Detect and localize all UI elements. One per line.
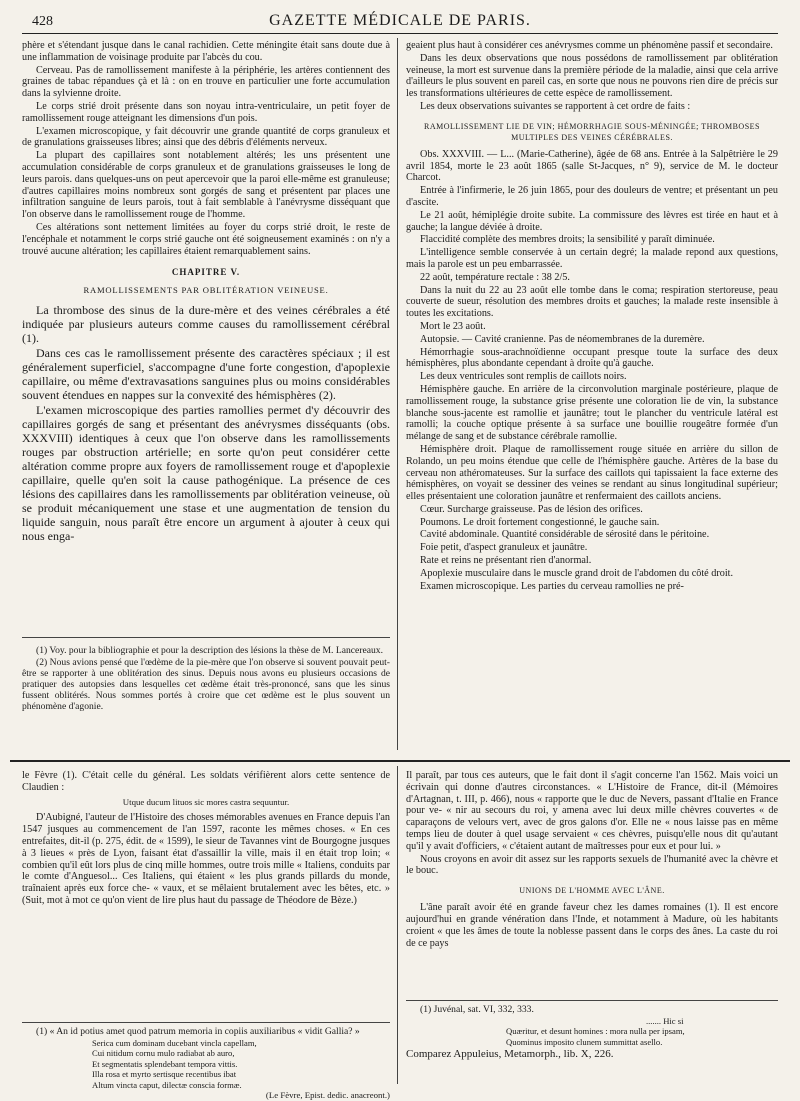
paragraph: geaient plus haut à considérer ces anévrysmes comme un phénomène passif et secondaire. (406, 40, 773, 51)
paragraph: L'examen microscopique, y fait découvrir une grande quantité de corps granuleux et de granulations graisseuses libres; ainsi que des débris d'éléments nerveux. (22, 125, 390, 149)
paragraph: Flaccidité complète des membres droits; la sensibilité y paraît diminuée. (420, 234, 715, 246)
paragraph: Entrée à l'infirmerie, le 26 juin 1865, pour des douleurs de ventre; et présentant un peu d'ascite. (406, 185, 778, 208)
paragraph: Dans ces cas le ramollissement présente des caractères spéciaux ; il est généralement superficiel, s'accompagne d'une forte congestion, d'apoplexie capillaire, ou même d'extravasations sanguines plus ou moins considérables souvent étendues en nappes sur la convexité des hémisphères (2). (22, 345, 390, 402)
footnote-verse (22, 1038, 390, 1090)
paragraph: Cerveau. Pas de ramollissement manifeste à la périphérie, les artères contiennent des graines de tabac répandues çà et là : on en trouve en particulier une forte accumulation dans la sylvienne droite. (22, 64, 390, 100)
paragraph: L'âne paraît avoir été en grande faveur chez les dames romaines (1). Il est encore aujourd'hui en grande vénération dans l'Inde, et notamment à Madure, où les habitants croient « que les âmes de toute la noblesse passent dans le corps des ânes. La caste du roi de ce pays (406, 902, 778, 949)
upper-left-footnotes (22, 645, 390, 745)
paragraph: Apoplexie musculaire dans le muscle grand droit de l'abdomen du côté droit. (420, 567, 734, 579)
lower-right-column (406, 770, 778, 998)
column-divider (397, 766, 398, 1084)
paragraph: Hémisphère gauche. En arrière de la circonvolution marginale postérieure, plaque de ramollissement rouge, la substance grise présente une coloration lie de vin, la substance blanche sous-jacente est ramollie et jaunâtre; tout le plancher du ventricule latéral est ramolli; la couche optique présente à sa surface une bouillie rougeâtre formée d'un mélange de sang et de substance cérébrale ramollie. (406, 383, 778, 443)
upper-right-column (406, 40, 778, 750)
paragraph: Hémorrhagie sous-arachnoïdienne occupant presque toute la surface des deux hémisphères, plus abondante cependant à droite qu'à gauche. (406, 346, 778, 370)
footnote-citation: (Le Fèvre, Epist. dedic. anacreont.) (265, 1090, 390, 1101)
footnote-rule (22, 637, 390, 638)
verse-line: Illa rosa et myrto sertisque recentibus ibat (92, 1069, 237, 1080)
paragraph: La plupart des capillaires sont notablement altérés; les uns présentent une accumulation considérable de corps granuleux et de granulations graisseuses le long de leurs parois. dans quelques-uns on peut apercevoir que la paroi elle-même est granuleuse; d'autres capillaires moins nombreux sont gorgés de sang et présentent par places une infiltration sanguine de leurs parois, tout à fait semblable à l'anévrysme disséquant que l'on observe dans le ramollissement rouge de l'homme. (22, 150, 390, 221)
chapter-body (22, 303, 390, 543)
paragraph: Examen microscopique. Les parties du cerveau ramollies ne pré- (420, 580, 684, 592)
paragraph: Mort le 23 août. (420, 320, 486, 332)
paragraph: Autopsie. — Cavité cranienne. Pas de néomembranes de la duremère. (420, 333, 705, 345)
lower-left-footnote (22, 1026, 390, 1101)
paragraph: Cavité abdominale. Quantité considérable de sérosité dans le péritoine. (420, 529, 710, 541)
section-heading: UNIONS DE L'HOMME AVEC L'ÂNE. (519, 886, 665, 896)
footnote-rule (406, 1000, 778, 1001)
footnote: (2) Nous avions pensé que l'œdème de la pie-mère que l'on observe si souvent pouvait peut-être se rapporter à une oblitération des sinus. Depuis nous avons eu plusieurs occasions de pratiquer des autopsies dans lesquelles cet œdème était très-prononcé, sans que les sinus fussent oblitérés. Nous sommes portés à croire que cet œdème est le plus souvent un phénomène d'agonie. (22, 657, 390, 712)
paragraph: Rate et reins ne présentant rien d'anormal. (420, 555, 592, 567)
footnote: (1) Juvénal, sat. VI, 332, 333. (420, 1004, 534, 1015)
verse-line: Serica cum dominam ducebant vincla capellam, (92, 1038, 257, 1048)
verse-line: Et segmentatis splendebant tempora vittis. (92, 1058, 238, 1069)
paragraph: D'Aubigné, l'auteur de l'Histoire des choses mémorables avenues en France depuis l'an 1547 jusques au commencement de l'an 1597, raconte les mêmes choses. « En ces entrefaites, dit-il (p. 275, édit. de « 1599), le sieur de Tavannes vint de Bourgogne jusques à 3 lieues « près de Lyon, faisant état d'assaillir la ville, mais il en était trop loin; « combien qu'il eût lors plus de cinq mille hommes, outre trois mille « Italiens, conduits par le comte d'Anguesol... Ces Italiens, qui étaient « les plus grands pillards du monde, traînaient après eux force che- « vaux, et se mêlaient brutalement avec les bêtes, etc. » (Suit, mot à mot ce qu'on vient de lire plus haut du passage de Théodore de Bèze.) (22, 812, 390, 906)
paragraph: L'examen microscopique des parties ramollies permet d'y découvrir des capillaires gorgés de sang et présentant des anévrysmes disséquants (obs. XXXVIII) identiques à ceux que l'on observe dans les ramollissements rouges par obstruction artérielle; en sorte qu'on peut considérer cette altération comme propre aux foyers de ramollissement rouge et d'apoplexie capillaire, quelle qu'en soit la cause pathogénique. La présence de ces lésions des capillaires dans les ramollissements par oblitération veineuse, où se produit mécaniquement une stase et une augmentation de tension du liquide sanguin, nous paraît être encore un argument à ajouter à ceux qui nous enga- (22, 402, 390, 543)
paragraph: Le 21 août, hémiplégie droite subite. La commissure des lèvres est tirée en haut et à gauche; la langue déviée à droite. (406, 209, 778, 233)
verse-line: Cui nitidum cornu mulo radiabat ab auro, (92, 1048, 235, 1059)
chapter-title: RAMOLLISSEMENTS PAR OBLITÉRATION VEINEUSE. (83, 285, 329, 296)
paragraph: Poumons. Le droit fortement congestionné, le gauche sain. (420, 516, 660, 528)
paragraph: Les deux observations suivantes se rapportent à cet ordre de faits : (420, 100, 691, 112)
paragraph: le Fèvre (1). C'était celle du général. Les soldats vérifièrent alors cette sentence de Claudien : (22, 770, 390, 793)
page-number: 428 (32, 14, 53, 29)
footnote: (1) « An id potius amet quod patrum memoria in copiis auxiliaribus « vidit Gallia? » (36, 1026, 360, 1037)
paragraph: La thrombose des sinus de la dure-mère et des veines cérébrales a été indiquée par plusieurs auteurs comme causes du ramollissement cérébral (1). (22, 302, 390, 345)
quote-verse: Utque ducum lituos sic mores castra sequuntur. (122, 796, 290, 807)
observation-heading: RAMOLLISSEMENT LIE DE VIN; HÉMORRHAGIE SOUS-MÉNINGÉE; THROMBOSES MULTIPLES DES VEINES CÉRÉBRALES. (423, 121, 760, 142)
paragraph: L'intelligence semble conservée à un certain degré; la malade repond aux questions, mais la parole est un peu embarrassée. (406, 247, 778, 270)
paragraph: 22 août, température rectale : 38 2/5. (420, 271, 570, 283)
verse-line: ....... Hic si (646, 1016, 684, 1026)
footnote: Comparez Appuleius, Metamorph., lib. X, 226. (406, 1048, 614, 1061)
paragraph: Il paraît, par tous ces auteurs, que le fait dont il s'agit concerne l'an 1562. Mais voici un écrivain qui donne d'autres circonstances. « L'Histoire de France, dit-il (Mémoires d'Artagnan, t. III, p. 466), nous « rapporte que le duc de Nevers, passant d'Italie en France pour ve- « nir au secours du roi, y amena avec lui deux mille chèvres couvertes « de caparaçons de velours vert, avec de gros galons d'or. Elle ne « nous laisse pas en même temps lieu de douter à quel usage servaient « ces chèvres, puisqu'elle nous dit qu'autant qu'il y avait d'officiers, « c'étaient autant de maîtresses pour eux et pour lui. » (406, 770, 778, 852)
paragraph: Hémisphère droit. Plaque de ramollissement rouge située en arrière du sillon de Rolando, un peu moins étendue que celle de l'hémisphère gauche. Artères de la base du cerveau non athéromateuses. Sur la surface des caillots qui tapissaient la face externe des hémisphères, on voyait se dessiner des veines se rendant au sinus longitudinal supérieur; elles présentaient une coloration jaunâtre et renfermaient des caillots anciens. (406, 443, 778, 503)
paragraph: phère et s'étendant jusque dans le canal rachidien. Cette méningite était sans doute due à une inflammation de voisinage produite par l'abcès du cou. (22, 40, 390, 63)
paragraph: Dans la nuit du 22 au 23 août elle tombe dans le coma; respiration stertoreuse, peau couverte de sueur, résolution des membres droits et gauches; la malade reste insensible à toutes les excitations. (406, 284, 778, 320)
page-title: GAZETTE MÉDICALE DE PARIS. (269, 12, 531, 29)
paragraph: Dans les deux observations que nous possédons de ramollissement par oblitération veineuse, la mort est survenue dans la première période de la maladie, ainsi que cela arrive d'ailleurs le plus souvent en pareil cas, en sorte que nous ne pouvons rien dire de précis sur les transformations ultérieures de cette espèce de ramollissement. (406, 52, 778, 100)
paragraph: Cœur. Surcharge graisseuse. Pas de lésion des orifices. (420, 503, 643, 515)
paragraph: Le corps strié droit présente dans son noyau intra-ventriculaire, un petit foyer de ramollissement rouge atteignant les dimensions d'un pois. (22, 100, 390, 124)
footnote-verse (406, 1016, 778, 1047)
verse-line: Quæritur, et desunt homines : mora nulla per ipsam, (506, 1026, 685, 1037)
paragraph: Foie petit, d'aspect granuleux et jaunâtre. (420, 542, 588, 554)
footnote: (1) Voy. pour la bibliographie et pour la description des lésions la thèse de M. Lancereaux. (36, 645, 383, 656)
header-rule (22, 33, 778, 34)
column-divider (397, 38, 398, 750)
paragraph: Nous croyons en avoir dit assez sur les rapports sexuels de l'humanité avec la chèvre et le bouc. (406, 853, 778, 877)
page-header (22, 6, 778, 34)
lower-left-column (22, 770, 390, 1020)
footnote-rule (22, 1022, 390, 1023)
section-divider (10, 760, 790, 762)
chapter-label: CHAPITRE V. (171, 267, 241, 278)
verse-line: Quominus imposito clunem summittat asello. (506, 1036, 663, 1047)
verse-line: Altum vincta caput, dilectæ conscia formæ. (92, 1079, 242, 1090)
paragraph: Les deux ventricules sont remplis de caillots noirs. (420, 371, 627, 383)
upper-left-column (22, 40, 390, 628)
lower-right-footnote (406, 1004, 778, 1088)
paragraph: Ces altérations sont nettement limitées au foyer du corps strié droit, le reste de l'encéphale et notamment le corps strié gauche ont été soigneusement examinés : on n'y a trouvé aucune altération; les capillaires étaient remarquablement sains. (22, 221, 390, 257)
paragraph: Obs. XXXVIII. — L... (Marie-Catherine), âgée de 68 ans. Entrée à la Salpêtrière le 29 avril 1854, morte le 23 août 1865 (salle St-Jacques, n° 9), service de M. le docteur Charcot. (406, 148, 778, 184)
